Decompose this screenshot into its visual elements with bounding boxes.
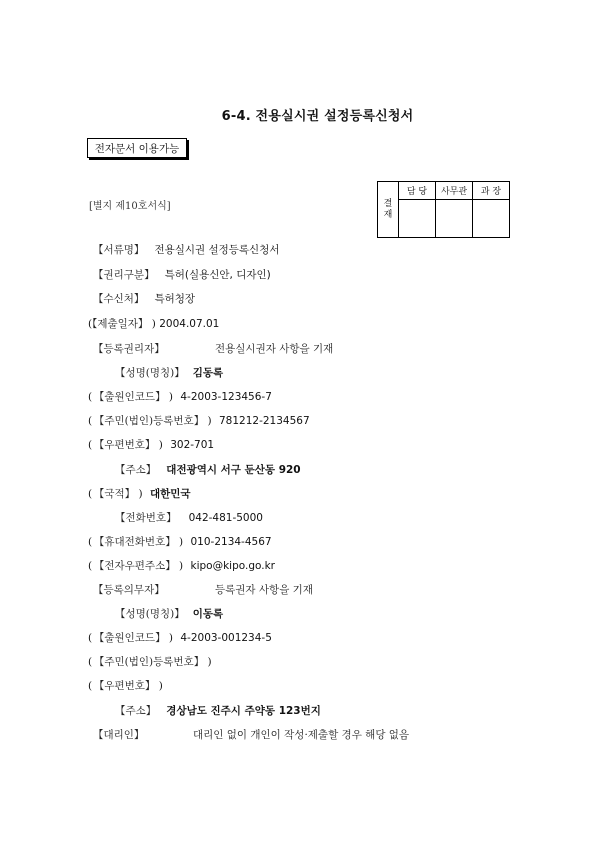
field-value: 특허(실용신안, 디자인)	[164, 269, 271, 281]
field-label: 【우편번호】	[99, 680, 156, 692]
field-label: 【등록권리자】	[93, 343, 165, 355]
field-optional-marker: (	[88, 439, 93, 451]
field-optional-marker: (	[88, 415, 93, 427]
field-label: 【주소】	[115, 464, 157, 476]
field-row	[93, 342, 165, 356]
field-label: 【제출일자】	[92, 318, 149, 330]
field-row	[115, 607, 223, 621]
field-optional-marker: (	[88, 560, 93, 572]
field-row	[115, 366, 223, 380]
field-row	[88, 317, 219, 331]
field-row	[93, 583, 165, 597]
field-row	[88, 414, 310, 428]
field-label: 【우편번호】	[99, 439, 156, 451]
field-row	[93, 292, 195, 306]
approval-header-director: 과 장	[473, 182, 510, 200]
field-value: 전용실시권 설정등록신청서	[154, 244, 280, 256]
field-optional-close: )	[175, 536, 187, 548]
approval-sign-director	[473, 199, 510, 237]
field-value: 특허청장	[154, 293, 196, 305]
field-row	[93, 268, 271, 282]
field-label: 【출원인코드】	[99, 632, 166, 644]
field-row	[88, 559, 275, 573]
approval-header-officer: 사무관	[436, 182, 473, 200]
field-optional-close: )	[165, 391, 177, 403]
field-value: 4-2003-123456-7	[180, 391, 272, 403]
field-optional-close: )	[155, 680, 163, 692]
field-note: 대리인 없이 개인이 작성·제출할 경우 해당 없음	[193, 729, 410, 741]
field-row	[88, 487, 191, 501]
field-optional-close: )	[204, 415, 215, 427]
field-label: 【주민(법인)등록번호】	[99, 415, 205, 427]
field-label: 【성명(명칭)】	[115, 367, 185, 379]
field-label: 【주소】	[115, 705, 157, 717]
field-optional-close: )	[135, 488, 146, 500]
approval-table	[377, 181, 510, 238]
field-value: 302-701	[170, 439, 215, 451]
field-label: 【등록의무자】	[93, 584, 165, 596]
field-row	[88, 535, 272, 549]
field-value: 4-2003-001234-5	[180, 632, 272, 644]
field-label: 【주민(법인)등록번호】	[99, 656, 205, 668]
field-row	[93, 728, 144, 742]
field-row	[93, 243, 280, 257]
field-label: 【출원인코드】	[99, 391, 166, 403]
field-label: 【전화번호】	[115, 512, 177, 524]
field-value: 042-481-5000	[188, 512, 263, 524]
field-optional-marker: (	[88, 536, 93, 548]
approval-header-staff: 담 당	[399, 182, 436, 200]
field-optional-close: )	[165, 632, 177, 644]
field-label: 【권리구분】	[93, 269, 155, 281]
field-optional-marker: (	[88, 488, 93, 500]
field-value: 이동록	[192, 608, 224, 620]
field-value: 경상남도 진주시 주약동 123번지	[166, 705, 321, 717]
field-note: 전용실시권자 사항을 기재	[215, 343, 334, 355]
field-label: 【성명(명칭)】	[115, 608, 185, 620]
field-row	[88, 631, 272, 645]
field-row	[88, 438, 214, 452]
field-value: 010-2134-4567	[190, 536, 272, 548]
field-row	[115, 704, 321, 718]
field-value: kipo@kipo.go.kr	[190, 560, 275, 572]
field-row	[88, 655, 212, 669]
field-optional-close: )	[155, 439, 167, 451]
field-row	[115, 463, 301, 477]
field-label: 【휴대전화번호】	[99, 536, 176, 548]
electronic-document-badge: 전자문서 이용가능	[87, 138, 187, 158]
field-label: 【전자우편주소】	[99, 560, 176, 572]
field-value: 대전광역시 서구 둔산동 920	[166, 464, 301, 476]
field-note: 등록권자 사항을 기재	[215, 584, 313, 596]
field-row	[115, 511, 263, 525]
field-optional-close: )	[175, 560, 187, 572]
field-label: 【대리인】	[93, 729, 145, 741]
field-optional-marker: (	[88, 632, 93, 644]
approval-side-label: 결재	[378, 182, 399, 238]
field-label: 【서류명】	[93, 244, 145, 256]
field-optional-marker: (	[88, 656, 93, 668]
field-optional-close: )	[204, 656, 212, 668]
appendix-form-label: [별지 제10호서식]	[89, 201, 171, 212]
field-value: 대한민국	[149, 488, 191, 500]
field-value: 2004.07.01	[159, 318, 220, 330]
field-optional-marker: (	[88, 391, 93, 403]
document-title: 6-4. 전용실시권 설정등록신청서	[221, 109, 414, 124]
field-label: 【국적】	[99, 488, 136, 500]
approval-sign-staff	[399, 199, 436, 237]
field-row	[88, 679, 163, 693]
field-value: 781212-2134567	[218, 415, 310, 427]
field-optional-marker: (	[88, 680, 93, 692]
field-value: 김동록	[192, 367, 224, 379]
approval-sign-officer	[436, 199, 473, 237]
field-row	[88, 390, 272, 404]
field-label: 【수신처】	[93, 293, 145, 305]
field-optional-close: )	[148, 318, 160, 330]
field-optional-marker: (	[88, 318, 93, 330]
